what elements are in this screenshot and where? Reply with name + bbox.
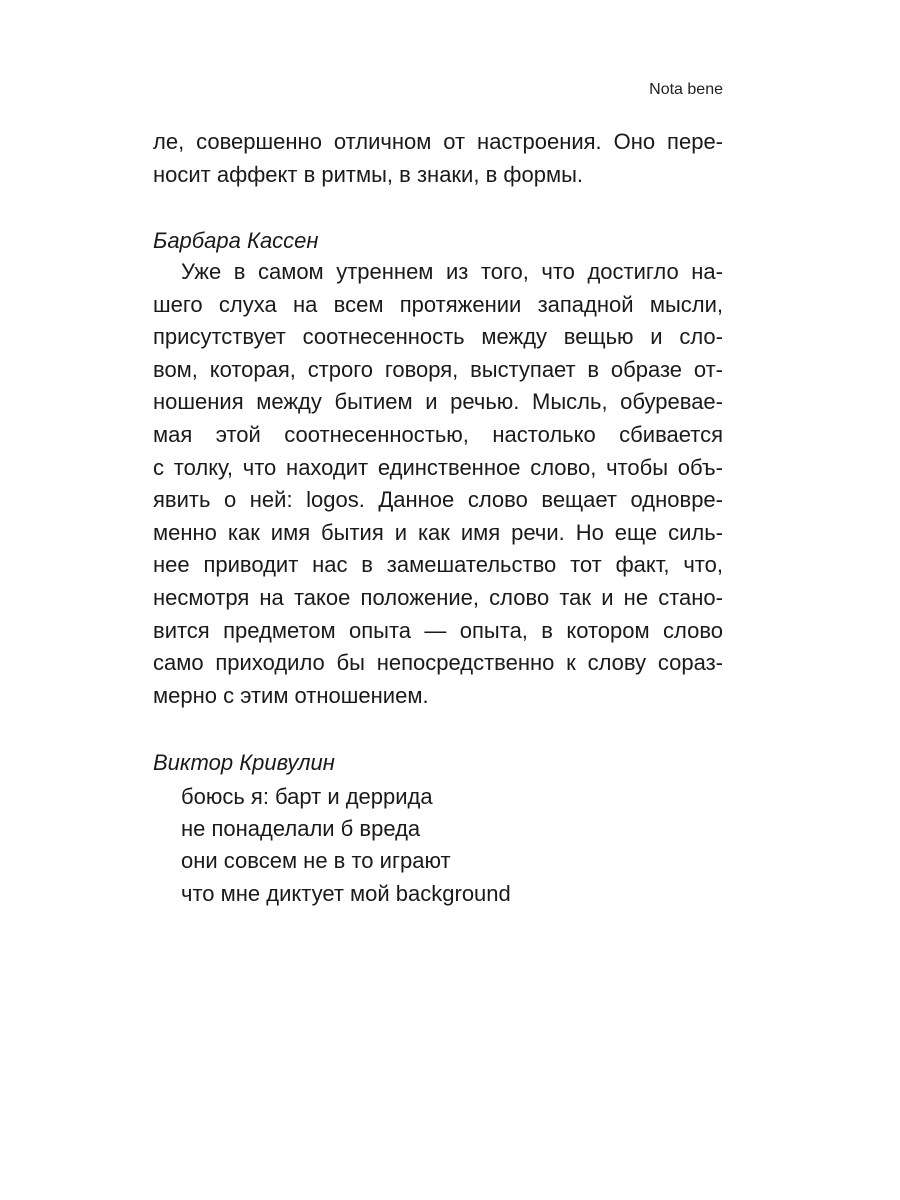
text-line: мерно с этим отношением.	[153, 682, 429, 708]
poem-line: боюсь я: барт и деррида	[181, 784, 433, 809]
intro-paragraph	[153, 126, 723, 191]
author-name-cassin: Барбара Кассен	[153, 228, 319, 253]
poem-krivulin	[153, 781, 723, 910]
text-line: нее приводит нас в замешательство тот факт, что,	[153, 552, 723, 578]
poem-line: что мне диктует мой background	[181, 880, 511, 906]
text-line: ношения между бытием и речью. Мысль, обуревае-	[153, 389, 723, 415]
text-line: мая этой соотнесенностью, настолько сбивается	[153, 421, 723, 447]
quote-paragraph-cassin	[153, 256, 723, 712]
text-line: вится предметом опыта — опыта, в котором слово	[153, 617, 723, 643]
text-line: ле, совершенно отличном от настроения. Оно пере-	[153, 129, 723, 154]
text-line: явить о ней: logos. Данное слово вещает одновре-	[153, 487, 723, 513]
text-line: несмотря на такое положение, слово так и не стано-	[153, 584, 723, 610]
text-line: шего слуха на всем протяжении западной мысли,	[153, 291, 723, 317]
text-line: с толку, что находит единственное слово, чтобы объ-	[153, 454, 723, 480]
text-line: Уже в самом утреннем из того, что достигло на-	[181, 259, 723, 284]
text-line: менно как имя бытия и как имя речи. Но еще силь-	[153, 519, 723, 545]
text-line: само приходило бы непосредственно к слову сораз-	[153, 650, 723, 676]
poem-line: они совсем не в то играют	[181, 848, 451, 874]
text-line: присутствует соотнесенность между вещью и сло-	[153, 324, 723, 350]
text-line: вом, которая, строго говоря, выступает в образе от-	[153, 356, 723, 382]
text-line: носит аффект в ритмы, в знаки, в формы.	[153, 161, 583, 187]
poem-line: не понаделали б вреда	[181, 816, 421, 842]
running-head: Nota bene	[649, 81, 723, 98]
author-name-krivulin: Виктор Кривулин	[153, 750, 335, 775]
